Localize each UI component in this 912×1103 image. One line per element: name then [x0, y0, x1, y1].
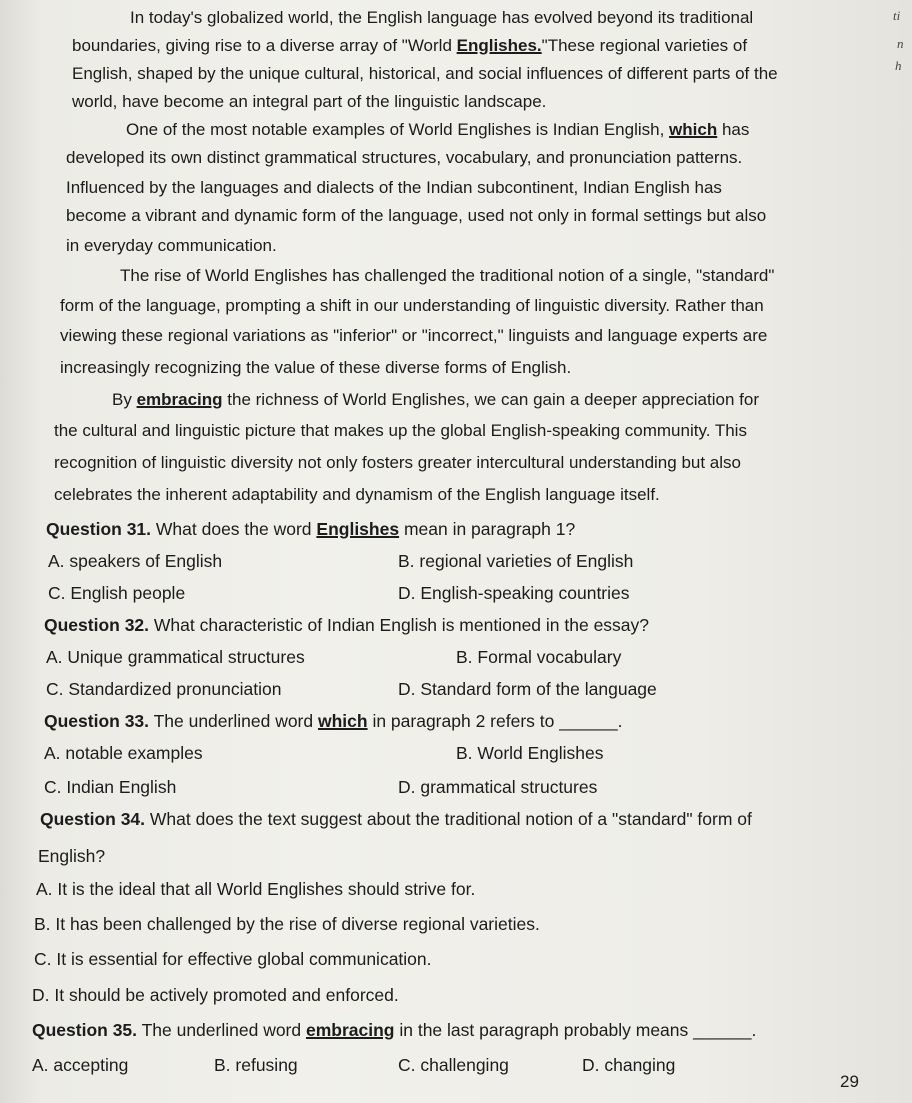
- q33-option-c[interactable]: C. Indian English: [44, 777, 177, 797]
- q31-option-a[interactable]: A. speakers of English: [48, 551, 223, 571]
- question-34: Question 34. What does the text suggest about the traditional notion of a "standard" form of: [40, 809, 752, 829]
- underlined-word-embracing: embracing: [136, 390, 223, 409]
- q34-option-a[interactable]: A. It is the ideal that all World Englishes should strive for.: [36, 879, 476, 899]
- margin-mark: h: [895, 58, 902, 73]
- q35-option-d[interactable]: D. changing: [582, 1055, 676, 1075]
- passage-line: boundaries, giving rise to a diverse array of "World Englishes."These regional varieties of: [72, 36, 748, 55]
- q34-option-b[interactable]: B. It has been challenged by the rise of diverse regional varieties.: [34, 914, 540, 934]
- passage-line: the cultural and linguistic picture that makes up the global English-speaking community. This: [54, 421, 747, 440]
- question-31: Question 31. What does the word Englishes mean in paragraph 1?: [46, 519, 576, 539]
- passage-line: In today's globalized world, the English language has evolved beyond its traditional: [130, 8, 754, 27]
- q32-option-c[interactable]: C. Standardized pronunciation: [46, 679, 282, 699]
- passage-line: form of the language, prompting a shift in our understanding of linguistic diversity. Rather than: [60, 296, 764, 315]
- passage-line: English, shaped by the unique cultural, historical, and social influences of different parts of the: [72, 64, 778, 83]
- q32-option-b[interactable]: B. Formal vocabulary: [456, 647, 622, 667]
- passage-line: The rise of World Englishes has challenged the traditional notion of a single, "standard": [120, 266, 775, 285]
- margin-mark: n: [897, 36, 904, 51]
- question-32: Question 32. What characteristic of Indian English is mentioned in the essay?: [44, 615, 650, 635]
- q32-option-a[interactable]: A. Unique grammatical structures: [46, 647, 305, 667]
- q31-option-b[interactable]: B. regional varieties of English: [398, 551, 634, 571]
- passage-line: One of the most notable examples of World Englishes is Indian English, which has: [126, 120, 750, 139]
- passage-line: world, have become an integral part of the linguistic landscape.: [72, 92, 547, 111]
- q33-option-d[interactable]: D. grammatical structures: [398, 777, 598, 797]
- q35-option-b[interactable]: B. refusing: [214, 1055, 298, 1075]
- q34-option-c[interactable]: C. It is essential for effective global communication.: [34, 949, 432, 969]
- q31-option-c[interactable]: C. English people: [48, 583, 186, 603]
- question-33: Question 33. The underlined word which in paragraph 2 refers to ______.: [44, 711, 623, 731]
- underlined-word-which: which: [669, 120, 718, 139]
- passage-line: Influenced by the languages and dialects of the Indian subcontinent, Indian English has: [66, 178, 722, 197]
- q31-option-d[interactable]: D. English-speaking countries: [398, 583, 630, 603]
- passage-line: By embracing the richness of World Englishes, we can gain a deeper appreciation for: [112, 390, 759, 409]
- page-number: 29: [840, 1072, 859, 1091]
- passage-line: celebrates the inherent adaptability and dynamism of the English language itself.: [54, 485, 660, 504]
- question-35: Question 35. The underlined word embracing in the last paragraph probably means ______.: [32, 1020, 757, 1040]
- passage-line: viewing these regional variations as "inferior" or "incorrect," linguists and language experts are: [60, 326, 768, 345]
- q35-option-c[interactable]: C. challenging: [398, 1055, 509, 1075]
- q34-option-d[interactable]: D. It should be actively promoted and enforced.: [32, 985, 399, 1005]
- q32-option-d[interactable]: D. Standard form of the language: [398, 679, 657, 699]
- margin-mark: ti: [893, 8, 901, 23]
- passage-line: recognition of linguistic diversity not only fosters greater intercultural understanding but also: [54, 453, 741, 472]
- underlined-word-englishes: Englishes.: [456, 36, 542, 55]
- passage-line: developed its own distinct grammatical structures, vocabulary, and pronunciation patterns.: [66, 148, 743, 167]
- passage-line: in everyday communication.: [66, 236, 277, 255]
- q35-option-a[interactable]: A. accepting: [32, 1055, 129, 1075]
- question-34-continued: English?: [38, 846, 106, 866]
- q33-option-b[interactable]: B. World Englishes: [456, 743, 604, 763]
- passage-line: increasingly recognizing the value of these diverse forms of English.: [60, 358, 572, 377]
- passage-line: become a vibrant and dynamic form of the language, used not only in formal settings but also: [66, 206, 767, 225]
- q33-option-a[interactable]: A. notable examples: [44, 743, 203, 763]
